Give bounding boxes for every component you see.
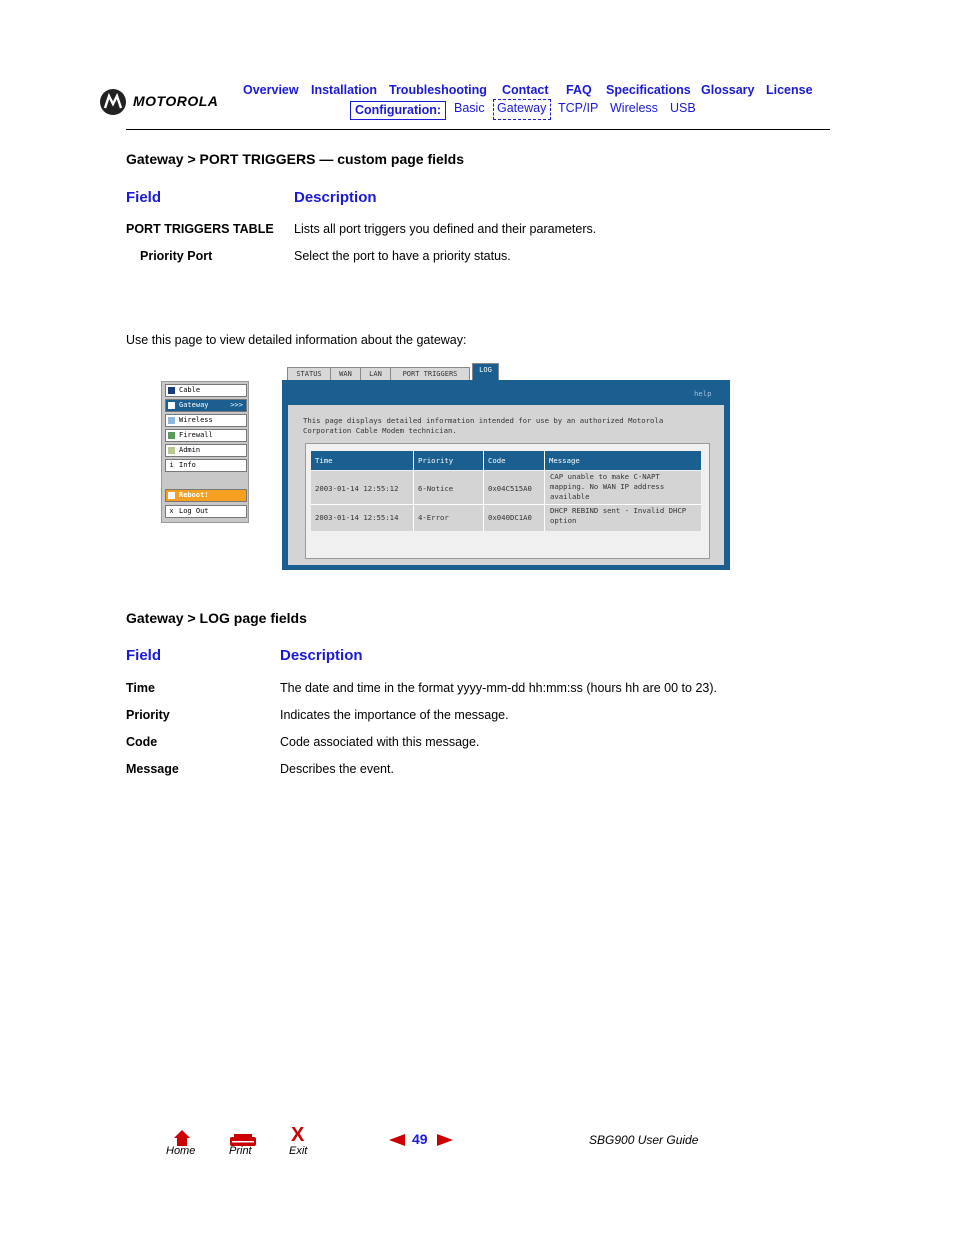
tab-lan: LAN	[360, 367, 391, 381]
tab-log: LOG	[472, 363, 499, 381]
field-name: PORT TRIGGERS TABLE	[126, 222, 274, 236]
col-field-header: Field	[126, 647, 162, 664]
subnav-tcpip[interactable]: TCP/IP	[558, 101, 599, 115]
section-title-log: Gateway > LOG page fields	[126, 610, 307, 626]
exit-icon[interactable]: X	[291, 1124, 305, 1146]
col-description-header: Description	[294, 189, 377, 206]
log-col-code: Code	[484, 451, 544, 470]
nav-contact[interactable]: Contact	[502, 83, 549, 97]
nav-overview[interactable]: Overview	[243, 83, 299, 97]
log-priority: 4-Error	[418, 513, 449, 522]
field-name: Time	[126, 681, 155, 695]
sidebar-item-wireless: Wireless	[165, 414, 247, 427]
log-priority: 6-Notice	[418, 484, 454, 493]
sidebar-item-reboot: Reboot!	[165, 489, 247, 502]
cable-icon	[168, 387, 175, 394]
sidebar-item-info: i Info	[165, 459, 247, 472]
reboot-icon	[168, 492, 175, 499]
nav-license[interactable]: License	[766, 83, 813, 97]
header-divider	[126, 129, 830, 130]
tab-port-triggers: PORT TRIGGERS	[390, 367, 470, 381]
field-description: Indicates the importance of the message.	[280, 708, 509, 722]
nav-installation[interactable]: Installation	[311, 83, 377, 97]
sidebar-screenshot	[161, 381, 249, 523]
tab-status: STATUS	[287, 367, 331, 381]
field-description: Describes the event.	[280, 762, 394, 776]
log-col-message: Message	[545, 451, 701, 470]
next-page-icon[interactable]	[437, 1133, 453, 1151]
sidebar-item-admin: Admin	[165, 444, 247, 457]
nav-specifications[interactable]: Specifications	[606, 83, 691, 97]
configuration-label: Configuration:	[350, 101, 446, 120]
sidebar-item-firewall: Firewall	[165, 429, 247, 442]
nav-faq[interactable]: FAQ	[566, 83, 592, 97]
admin-icon	[168, 447, 175, 454]
help-link: help	[694, 389, 712, 398]
field-description: Lists all port triggers you defined and their parameters.	[294, 222, 597, 236]
log-time: 2003-01-14 12:55:14	[315, 513, 399, 522]
col-field-header: Field	[126, 189, 162, 206]
sidebar-item-logout: x Log Out	[165, 505, 247, 518]
subnav-usb[interactable]: USB	[670, 101, 696, 115]
subnav-wireless[interactable]: Wireless	[610, 101, 658, 115]
col-description-header: Description	[280, 647, 363, 664]
col-separator	[483, 451, 484, 531]
field-description: Code associated with this message.	[280, 735, 480, 749]
logout-icon: x	[169, 507, 174, 515]
log-code: 0x040DC1A0	[488, 513, 532, 522]
wireless-icon	[168, 417, 175, 424]
subnav-basic[interactable]: Basic	[454, 101, 485, 115]
field-name: Message	[126, 762, 179, 776]
gateway-icon	[168, 402, 175, 409]
field-name: Priority	[126, 708, 170, 722]
brand-wordmark: MOTOROLA	[133, 93, 219, 109]
col-separator	[544, 451, 545, 531]
sidebar-item-cable: Cable	[165, 384, 247, 397]
prev-page-icon[interactable]	[389, 1133, 405, 1151]
sidebar-item-gateway: Gateway >>>	[165, 399, 247, 412]
tab-wan: WAN	[330, 367, 361, 381]
log-col-priority: Priority	[414, 451, 483, 470]
row-separator	[311, 504, 701, 505]
log-message: CAP unable to make C-NAPT mapping. No WAN IP address available	[550, 472, 665, 501]
log-col-time: Time	[311, 451, 413, 470]
intro-text: Use this page to view detailed information about the gateway:	[126, 333, 467, 347]
log-description: This page displays detailed information intended for use by an authorized Motorola Corporation Cable Modem technician.	[303, 416, 664, 435]
log-time: 2003-01-14 12:55:12	[315, 484, 399, 493]
home-label[interactable]: Home	[166, 1145, 196, 1157]
guide-title: SBG900 User Guide	[589, 1133, 699, 1147]
section-title-port-triggers: Gateway > PORT TRIGGERS — custom page fields	[126, 151, 465, 167]
field-description: Select the port to have a priority status.	[294, 249, 511, 263]
nav-glossary[interactable]: Glossary	[701, 83, 755, 97]
exit-label[interactable]: Exit	[289, 1145, 308, 1157]
page-number: 49	[412, 1131, 428, 1147]
log-code: 0x04C515A0	[488, 484, 532, 493]
info-icon: i	[169, 461, 174, 469]
print-label[interactable]: Print	[229, 1145, 252, 1157]
firewall-icon	[168, 432, 175, 439]
field-name: Priority Port	[140, 249, 213, 263]
field-description: The date and time in the format yyyy-mm-dd hh:mm:ss (hours hh are 00 to 23).	[280, 681, 717, 695]
subnav-gateway[interactable]: Gateway	[497, 101, 547, 115]
field-name: Code	[126, 735, 158, 749]
motorola-logo-icon	[100, 89, 126, 115]
col-separator	[413, 451, 414, 531]
log-message: DHCP REBIND sent - Invalid DHCP option	[550, 506, 687, 525]
nav-troubleshooting[interactable]: Troubleshooting	[389, 83, 487, 97]
